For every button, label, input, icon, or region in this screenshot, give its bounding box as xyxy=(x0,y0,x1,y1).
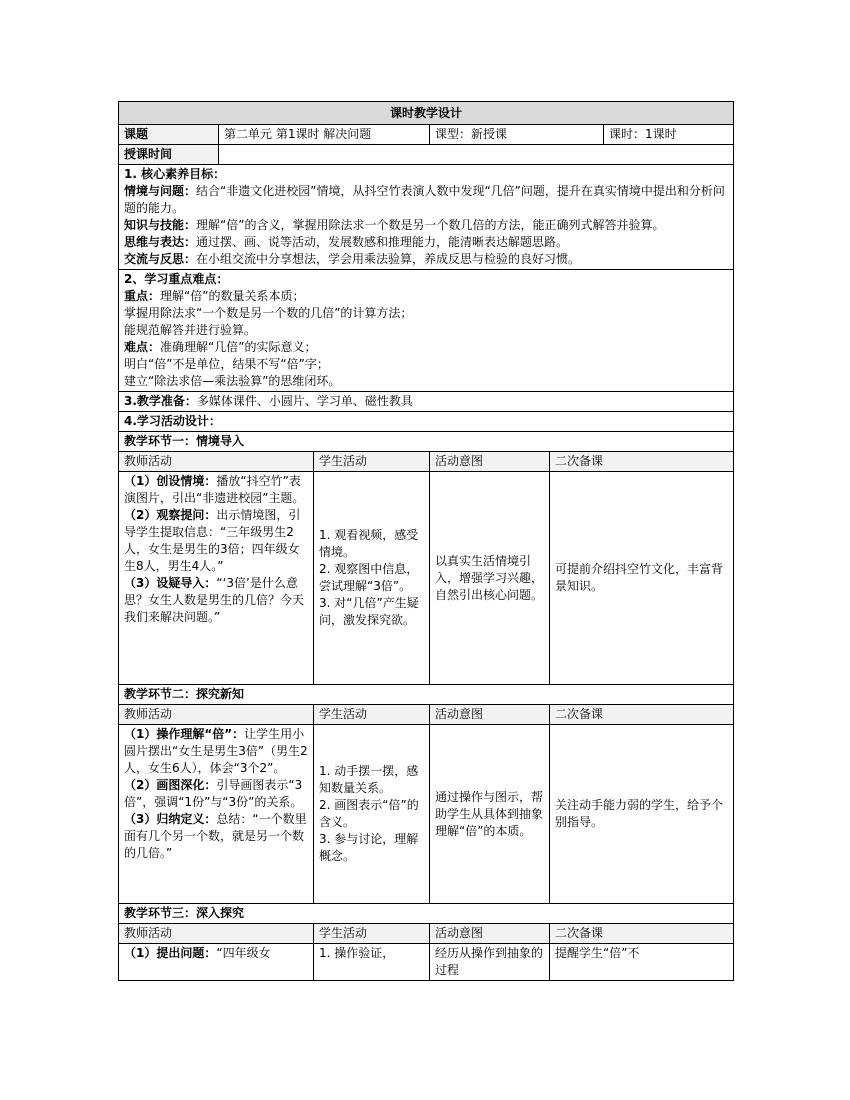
col-header-student: 学生活动 xyxy=(314,924,430,944)
col-header-notes: 二次备课 xyxy=(550,452,734,472)
key-label: 重点： xyxy=(124,289,161,303)
student-activity-cell: 1. 观看视频，感受情境。 2. 观察图中信息，尝试理解“3倍”。 3. 对“几倍”产生疑问，激发探究欲。 xyxy=(314,472,430,685)
teacher-step-text: 总结：“一个数里面有几个另一个数，就是另一个数的几倍。” xyxy=(124,812,307,860)
key-line xyxy=(124,288,728,305)
difficulty-text: 准确理解“几倍”的实际意义； xyxy=(160,340,317,354)
teacher-step-label: （2）观察提问： xyxy=(124,508,217,522)
teacher-step-label: （1）创设情境： xyxy=(124,474,217,488)
document-title: 课时教学设计 xyxy=(119,102,734,125)
prep-text: 多媒体课件、小圆片、学习单、磁性教具 xyxy=(196,394,413,408)
goals-heading: 1. 核心素养目标： xyxy=(124,167,226,181)
difficulty-line: 明白“倍”不是单位，结果不写“倍”字； xyxy=(124,357,329,371)
goal-item xyxy=(124,217,728,234)
col-header-teacher: 教师活动 xyxy=(119,705,314,725)
key-line: 能规范解答并进行验算。 xyxy=(124,323,257,337)
teacher-step-text: 让学生用小圆片摆出“女生是男生3倍”（男生2人，女生6人），体会“3个2”。 xyxy=(124,727,308,775)
col-header-teacher: 教师活动 xyxy=(119,452,314,472)
goal-label: 情境与问题： xyxy=(124,184,197,198)
col-header-student: 学生活动 xyxy=(314,452,430,472)
goal-text: 通过摆、画、说等活动，发展数感和推理能力，能清晰表达解题思路。 xyxy=(196,235,569,249)
key-line: 掌握用除法求“一个数是另一个数的几倍”的计算方法； xyxy=(124,306,413,320)
intent-cell: 通过操作与图示，帮助学生从具体到抽象理解“倍”的本质。 xyxy=(430,725,550,904)
teacher-activity-cell xyxy=(119,472,314,685)
teacher-step-text: “四年级女 xyxy=(216,946,271,960)
teacher-step-label: （1）提出问题： xyxy=(124,946,217,960)
col-header-notes: 二次备课 xyxy=(550,924,734,944)
teacher-step-label: （3）设疑导入： xyxy=(124,576,217,590)
design-heading: 4.学习活动设计： xyxy=(119,412,734,432)
col-header-student: 学生活动 xyxy=(314,705,430,725)
goal-label: 交流与反思： xyxy=(124,252,197,266)
teacher-step-text: 播放“抖空竹”表演图片，引出“非遗进校园”主题。 xyxy=(124,474,305,505)
lesson-plan-document xyxy=(118,101,733,981)
intent-cell: 经历从操作到抽象的过程 xyxy=(430,944,550,981)
col-header-intent: 活动意图 xyxy=(430,705,550,725)
keypoints-section xyxy=(119,270,734,392)
teacher-step xyxy=(124,575,308,626)
teacher-step-label: （3）归纳定义： xyxy=(124,812,217,826)
keypoints-heading: 2、学习重点难点： xyxy=(124,272,229,286)
col-header-intent: 活动意图 xyxy=(430,924,550,944)
teacher-step xyxy=(124,507,308,575)
segment-title: 教学环节二：探究新知 xyxy=(119,685,734,705)
segment-title: 教学环节一：情境导入 xyxy=(119,432,734,452)
teacher-step xyxy=(124,473,308,507)
topic-label: 课题 xyxy=(119,125,219,145)
col-header-intent: 活动意图 xyxy=(430,452,550,472)
teacher-step-label: （2）画图深化： xyxy=(124,778,217,792)
student-activity-cell: 1. 操作验证， xyxy=(314,944,430,981)
key-text: 理解“倍”的数量关系本质； xyxy=(160,289,305,303)
notes-cell: 可提前介绍抖空竹文化，丰富背景知识。 xyxy=(550,472,734,685)
teacher-step-text: “‘3倍’是什么意思？女生人数是男生的几倍？今天我们来解决问题。” xyxy=(124,576,305,624)
teacher-activity-cell xyxy=(119,725,314,904)
segment-title: 教学环节三：深入探究 xyxy=(119,904,734,924)
lesson-hours: 课时：1课时 xyxy=(604,125,734,145)
lesson-plan-table xyxy=(118,101,734,981)
goals-section xyxy=(119,165,734,270)
col-header-teacher: 教师活动 xyxy=(119,924,314,944)
time-value xyxy=(219,145,734,165)
col-header-notes: 二次备课 xyxy=(550,705,734,725)
intent-cell: 以真实生活情境引入，增强学习兴趣，自然引出核心问题。 xyxy=(430,472,550,685)
teacher-step xyxy=(124,811,308,862)
notes-cell: 提醒学生“倍”不 xyxy=(550,944,734,981)
goal-item xyxy=(124,234,728,251)
goal-text: 理解“倍”的含义，掌握用除法求一个数是另一个数几倍的方法，能正确列式解答并验算。 xyxy=(196,218,665,232)
teacher-step xyxy=(124,777,308,811)
time-label: 授课时间 xyxy=(119,145,219,165)
goal-text: 在小组交流中分享想法，学会用乘法验算，养成反思与检验的良好习惯。 xyxy=(196,252,581,266)
difficulty-line xyxy=(124,339,728,356)
difficulty-line: 建立“除法求倍—乘法验算”的思维闭环。 xyxy=(124,374,341,388)
notes-cell: 关注动手能力弱的学生，给予个别指导。 xyxy=(550,725,734,904)
topic-value: 第二单元 第1课时 解决问题 xyxy=(219,125,430,145)
prep-section xyxy=(119,392,734,412)
goal-label: 知识与技能： xyxy=(124,218,197,232)
goal-text: 结合“非遗文化进校园”情境，从抖空竹表演人数中发现“几倍”问题，提升在真实情境中提出和分析问题的能力。 xyxy=(124,184,725,215)
prep-label: 3.教学准备： xyxy=(124,394,197,408)
difficulty-label: 难点： xyxy=(124,340,161,354)
lesson-type: 课型：新授课 xyxy=(430,125,604,145)
student-activity-cell: 1. 动手摆一摆，感知数量关系。 2. 画图表示“倍”的含义。 3. 参与讨论，理解概念。 xyxy=(314,725,430,904)
teacher-step-text: 出示情境图，引导学生提取信息：“三年级男生2人，女生是男生的3倍；四年级女生8人，男生4人。” xyxy=(124,508,301,573)
teacher-activity-cell xyxy=(119,944,314,981)
goal-item xyxy=(124,251,728,268)
goal-item xyxy=(124,183,728,217)
teacher-step-text: 引导画图表示“3倍”，强调“1份”与“3份”的关系。 xyxy=(124,778,303,809)
goal-label: 思维与表达： xyxy=(124,235,197,249)
teacher-step xyxy=(124,726,308,777)
teacher-step-label: （1）操作理解“倍”： xyxy=(124,727,245,741)
